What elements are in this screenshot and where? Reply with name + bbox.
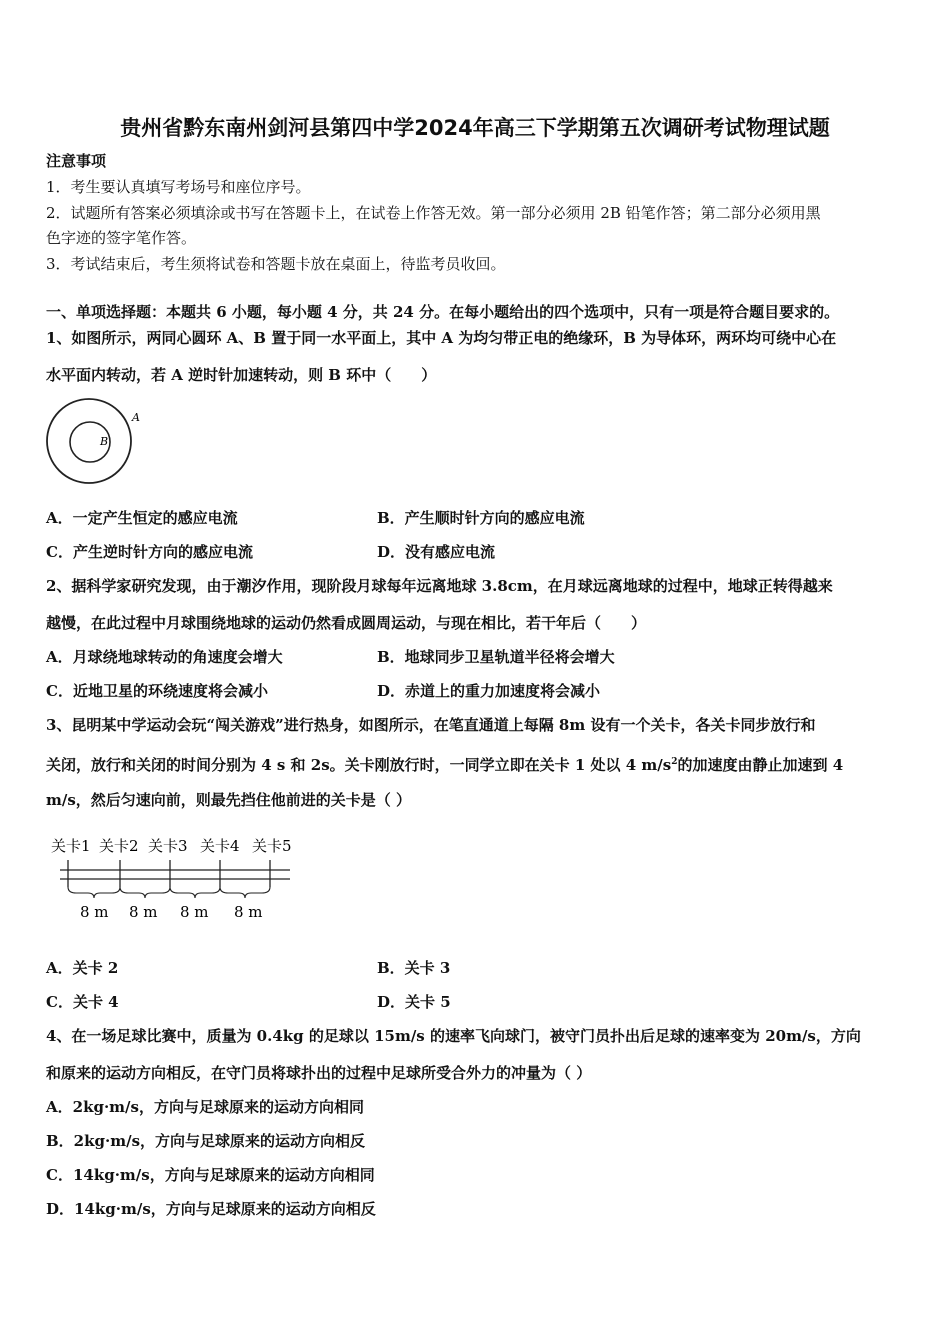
q4-option-d: D．14kg·m/s，方向与足球原来的运动方向相反 <box>46 1200 376 1218</box>
notice-heading: 注意事项 <box>46 152 107 170</box>
q4-option-b: B．2kg·m/s，方向与足球原来的运动方向相反 <box>46 1132 366 1150</box>
q3-option-a: A．关卡 2 <box>46 959 119 977</box>
q4-option-c: C．14kg·m/s，方向与足球原来的运动方向相同 <box>46 1166 375 1184</box>
q2-option-b: B．地球同步卫星轨道半径将会增大 <box>377 648 615 666</box>
distance-brace <box>120 887 170 898</box>
distance-label: 8 m <box>180 903 209 921</box>
q3-option-d: D．关卡 5 <box>377 993 451 1011</box>
distance-brace <box>170 887 220 898</box>
distance-label: 8 m <box>80 903 109 921</box>
distance-label: 8 m <box>129 903 158 921</box>
q2-stem-line: 越慢，在此过程中月球围绕地球的运动仍然看成圆周运动，与现在相比，若干年后（ ） <box>46 614 647 632</box>
gate-label: 关卡4 <box>200 837 240 855</box>
q3-stem-part: 关闭，放行和关闭的时间分别为 4 s 和 2s。关卡刚放行时，一同学立即在关卡 1 处以 4 m/s <box>46 756 672 774</box>
q3-option-b: B．关卡 3 <box>377 959 451 977</box>
q1-stem-line: 水平面内转动，若 A 逆时针加速转动，则 B 环中（ ） <box>46 366 437 384</box>
q2-option-c: C．近地卫星的环绕速度将会减小 <box>46 682 268 700</box>
concentric-rings-figure <box>44 394 154 490</box>
ring-a <box>47 399 131 483</box>
ring-b-label: B <box>100 435 109 448</box>
q4-option-a: A．2kg·m/s，方向与足球原来的运动方向相同 <box>46 1098 364 1116</box>
ring-a-label: A <box>132 411 140 424</box>
q1-option-a: A．一定产生恒定的感应电流 <box>46 509 238 527</box>
page-title: 贵州省黔东南州剑河县第四中学2024年高三下学期第五次调研考试物理试题 <box>120 116 830 140</box>
q4-stem-line: 4、在一场足球比赛中，质量为 0.4kg 的足球以 15m/s 的速率飞向球门，被守门员扑出后足球的速率变为 20m/s，方向 <box>46 1027 861 1045</box>
q3-superscript: 2 <box>671 757 678 767</box>
q1-option-b: B．产生顺时针方向的感应电流 <box>377 509 585 527</box>
q1-option-c: C．产生逆时针方向的感应电流 <box>46 543 253 561</box>
gate-label: 关卡3 <box>148 837 188 855</box>
q3-option-c: C．关卡 4 <box>46 993 119 1011</box>
q2-option-a: A．月球绕地球转动的角速度会增大 <box>46 648 283 666</box>
q3-stem-line: 3、昆明某中学运动会玩“闯关游戏”进行热身，如图所示，在笔直通道上每隔 8m 设有一个关卡，各关卡同步放行和 <box>46 716 816 734</box>
gates-diagram <box>48 832 308 924</box>
distance-brace <box>220 887 270 898</box>
q4-stem-line: 和原来的运动方向相反，在守门员将球扑出的过程中足球所受合外力的冲量为（ ） <box>46 1064 592 1082</box>
q3-stem-line <box>46 752 843 775</box>
notice-item: 色字迹的签字笔作答。 <box>46 229 197 247</box>
q2-option-d: D．赤道上的重力加速度将会减小 <box>377 682 601 700</box>
q3-stem-part: 的加速度由静止加速到 4 <box>677 756 844 774</box>
distance-label: 8 m <box>234 903 263 921</box>
notice-item: 3．考试结束后，考生须将试卷和答题卡放在桌面上，待监考员收回。 <box>46 255 506 273</box>
q2-stem-line: 2、据科学家研究发现，由于潮汐作用，现阶段月球每年远离地球 3.8cm，在月球远离地球的过程中，地球正转得越来 <box>46 577 833 595</box>
q1-stem-line: 1、如图所示，两同心圆环 A、B 置于同一水平面上，其中 A 为均匀带正电的绝缘环，B 为导体环，两环均可绕中心在 <box>46 329 837 347</box>
distance-brace <box>68 887 120 898</box>
gate-label: 关卡2 <box>99 837 139 855</box>
q3-stem-line: m/s，然后匀速向前，则最先挡住他前进的关卡是（ ） <box>46 791 412 809</box>
notice-item: 1．考生要认真填写考场号和座位序号。 <box>46 178 311 196</box>
section-heading: 一、单项选择题：本题共 6 小题，每小题 4 分，共 24 分。在每小题给出的四个选项中，只有一项是符合题目要求的。 <box>46 303 840 321</box>
notice-item: 2．试题所有答案必须填涂或书写在答题卡上，在试卷上作答无效。第一部分必须用 2B 铅笔作答；第二部分必须用黑 <box>46 204 821 222</box>
gate-label: 关卡1 <box>51 837 91 855</box>
q1-option-d: D．没有感应电流 <box>377 543 496 561</box>
gate-label: 关卡5 <box>252 837 292 855</box>
